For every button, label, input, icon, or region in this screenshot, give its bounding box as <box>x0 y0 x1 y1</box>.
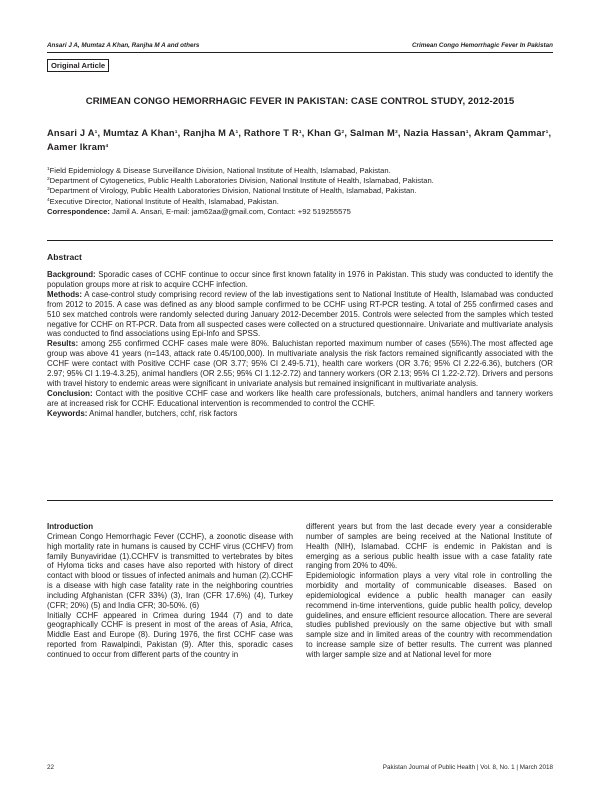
abstract-heading: Abstract <box>47 252 82 262</box>
affiliation-line: $^2$Department of Cytogenetics, Public Health Laboratories Division, National Institute of Health, Islamabad, Pakistan. <box>47 176 434 186</box>
correspondence-contact: Jamil A. Ansari, E-mail: jam62aa@gmail.com, Contact: +92 519255575 <box>109 206 351 216</box>
affiliations <box>47 166 557 217</box>
abstract-body <box>47 270 553 419</box>
body-paragraph: different years but from the last decade every year a considerable number of samples are being received at the National Institute of Health (NIH), Islamabad. CCHF is endemic in Pakistan and is emerging as a serious public health issue with a case fatality rate ranging from 20% to 40%. <box>306 522 552 571</box>
body-paragraph: Crimean Congo Hemorrhagic Fever (CCHF), a zoonotic disease with high mortality rate in humans is caused by CCHF virus (CCHFV) from family Bunyaviridae (1).CCHFV is transmitted to vertebrates by bites of Hyloma ticks and cases have also reported with history of direct contact with blood or tissues of infected animals and human (2).CCHF is a disease with high case fatality rate in the neighboring countries including Afghanistan (CFR 33%) (3), Iran (CFR 17.6%) (4), Turkey (CFR; 20%) (5) and India CFR; 30-50%. (6) <box>47 531 293 610</box>
author: Aamer Ikram$^4$ <box>47 142 109 152</box>
body-paragraph: Epidemiologic information plays a very vital role in controlling the morbidity and mortality of communicable diseases. Based on epidemiological evidence a public health manager can easily recommend in-time interventions, guide public health policy, develop guidelines, and ensure efficient resource allocation. There are several studies published previously on the same objective but with small sample size and in limited areas of the country with recommendation to increase sample size of better results. The current was planned with larger sample size and at National level for more <box>306 571 552 659</box>
running-header-title: Crimean Congo Hemorrhagic Fever In Pakistan <box>411 42 553 49</box>
abstract-background: Background: Sporadic cases of CCHF continue to occur since first known fatality in 1976 in Pakistan. This study was conducted to identify the population groups more at risk to acquire CCHF infection. <box>47 270 553 289</box>
abstract-results: Results: among 255 confirmed CCHF cases male were 80%. Baluchistan reported maximum number of cases (55%).The most affected age group was above 41 years (n=143, attack rate 0.45/100,000). In multivariate analysis the risk factors remained significantly associated with the CCHF were contact with Positive CCHF case (OR 3.77; 95% CI 2.49-5.71), health care workers (OR 3.76; 95% CI 2.22-6.36), butchers (OR 2.97; 95% CI 1.19-4.3.25), animal handlers (OR 2.55; 95% CI 1.12-2.72) and tannery workers (OR 2.13; 95% CI 1.22-2.72). Drivers and persons with travel history to endemic areas were significant in univariate analysis but remained insignificant in multivariate analysis. <box>47 339 553 388</box>
abstract-conclusion: Conclusion: Contact with the positive CCHF case and workers like health care professionals, butchers, animal handlers and tannery workers are at increased risk for CCHF. Educational intervention is recommended to control the CCHF. <box>47 388 553 408</box>
correspondence-label: Correspondence: <box>47 206 110 216</box>
page-number: 22 <box>47 764 55 771</box>
header-divider <box>47 52 553 53</box>
author: Ansari J $A^1$, <box>47 128 104 138</box>
article-type-badge: Original Article <box>47 59 109 72</box>
journal-citation: Pakistan Journal of Public Health | Vol. 8, No. 1 | March 2018 <box>382 764 553 771</box>
author: Nazia Hassan$^1$, <box>403 128 474 138</box>
body-column-right <box>306 522 552 660</box>
article-title: CRIMEAN CONGO HEMORRHAGIC FEVER IN PAKISTAN: CASE CONTROL STUDY, 2012-2015 <box>85 96 515 107</box>
body-column-left <box>47 522 293 660</box>
author: Ranjha M $A^1$, <box>183 128 244 138</box>
introduction-heading: Introduction <box>47 522 94 531</box>
abstract-methods: Methods: A case-control study comprising record review of the lab investigations sent to National Institute of Health, Islamabad was conducted from 2012 to 2015. A case was defined as any blood sample confirmed to be CCHF using RT-PCR testing. A total of 255 confirmed cases and 510 sex matched controls were randomly selected during January 2012-December 2015. Controls were selected from the samples which tested negative for CCHF on RT-PCR. Data from all suspected cases were collected on a structured questionnaire. Univariate and multivariate analysis was conducted to find associations using Epi-Info and SPSS. <box>47 289 553 339</box>
affiliation-line: $^3$Department of Virology, Public Health Laboratories Division, National Institute of Health, Islamabad, Pakistan. <box>47 186 417 196</box>
abstract-bottom-rule <box>47 500 553 501</box>
abstract-top-rule <box>47 240 553 241</box>
author: Salman $M^3$, <box>349 128 404 138</box>
abstract-keywords: Keywords: Animal handler, butchers, cchf, risk factors <box>47 408 238 418</box>
author: Rathore T $R^1$, <box>243 128 308 138</box>
body-paragraph: Initially CCHF appeared in Crimea during 1944 (7) and to date geographically CCHF is present in most of the areas of Asia, Africa, Middle East and Europe (8). During 1976, the first CCHF case was reported from Rawalpindi, Pakistan (9). After this, sporadic cases continued to occur from different parts of the country in <box>47 610 293 659</box>
affiliation-line: $^1$Field Epidemiology & Disease Surveillance Division, National Institute of Health, Islamabad, Pakistan. <box>47 166 391 175</box>
author: Khan $G^2$, <box>307 128 350 138</box>
author: Mumtaz A Khan$^1$, <box>103 128 184 138</box>
affiliation-line: $^4$Executive Director, National Institute of Health, Islamabad, Pakistan. <box>47 196 279 206</box>
author-list <box>47 126 557 154</box>
correspondence-line <box>47 207 557 217</box>
author: Akram Qammar$^1$, <box>473 128 552 138</box>
running-header-authors: Ansari J A, Mumtaz A Khan, Ranjha M A and others <box>47 42 200 49</box>
